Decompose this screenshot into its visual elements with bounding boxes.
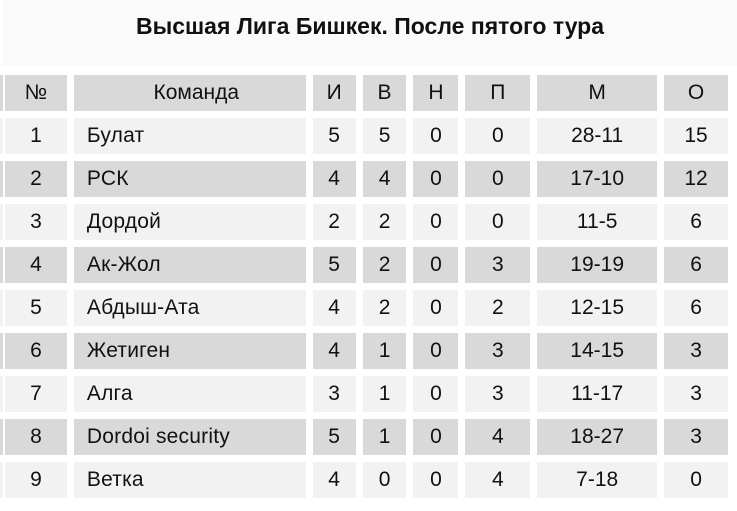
wins-cell: 2 <box>363 290 407 326</box>
team-cell: Булат <box>74 118 306 154</box>
points-cell: 6 <box>664 247 728 283</box>
rank-cell: 6 <box>5 333 67 369</box>
draws-cell: 0 <box>413 204 458 240</box>
goals-cell: 18-27 <box>537 419 657 455</box>
wins-cell: 4 <box>363 161 407 197</box>
points-cell: 6 <box>664 290 728 326</box>
team-cell: Dordoi security <box>74 419 306 455</box>
table-row <box>5 462 728 498</box>
wins-cell: 5 <box>363 118 407 154</box>
team-cell: Дордой <box>74 204 306 240</box>
goals-cell: 7-18 <box>537 462 657 498</box>
rank-cell: 3 <box>5 204 67 240</box>
played-cell: 2 <box>313 204 356 240</box>
table-row <box>5 204 728 240</box>
goals-cell: 28-11 <box>537 118 657 154</box>
losses-cell: 0 <box>465 161 530 197</box>
played-cell: 4 <box>313 333 356 369</box>
column-header-team: Команда <box>74 75 306 111</box>
rank-cell: 1 <box>5 118 67 154</box>
points-cell: 12 <box>664 161 728 197</box>
wins-cell: 1 <box>363 376 407 412</box>
played-cell: 5 <box>313 419 356 455</box>
table-row <box>5 290 728 326</box>
goals-cell: 19-19 <box>537 247 657 283</box>
losses-cell: 4 <box>465 462 530 498</box>
table-row <box>5 376 728 412</box>
points-cell: 0 <box>664 462 728 498</box>
wins-cell: 1 <box>363 333 407 369</box>
wins-cell: 2 <box>363 204 407 240</box>
points-cell: 3 <box>664 419 728 455</box>
team-cell: Жетиген <box>74 333 306 369</box>
page-title: Высшая Лига Бишкек. После пятого тура <box>135 12 605 39</box>
draws-cell: 0 <box>413 333 458 369</box>
draws-cell: 0 <box>413 118 458 154</box>
draws-cell: 0 <box>413 462 458 498</box>
wins-cell: 0 <box>363 462 407 498</box>
wins-cell: 1 <box>363 419 407 455</box>
played-cell: 4 <box>313 290 356 326</box>
losses-cell: 4 <box>465 419 530 455</box>
column-header-losses: П <box>465 75 530 111</box>
draws-cell: 0 <box>413 290 458 326</box>
draws-cell: 0 <box>413 419 458 455</box>
table-body <box>5 118 728 498</box>
played-cell: 5 <box>313 247 356 283</box>
table-header-row <box>5 75 728 111</box>
goals-cell: 11-5 <box>537 204 657 240</box>
played-cell: 3 <box>313 376 356 412</box>
column-header-played: И <box>313 75 356 111</box>
team-cell: Алга <box>74 376 306 412</box>
points-cell: 3 <box>664 376 728 412</box>
rank-cell: 7 <box>5 376 67 412</box>
column-header-draws: Н <box>413 75 458 111</box>
team-cell: Ветка <box>74 462 306 498</box>
table-row <box>5 419 728 455</box>
goals-cell: 11-17 <box>537 376 657 412</box>
draws-cell: 0 <box>413 247 458 283</box>
table-row <box>5 333 728 369</box>
rank-cell: 4 <box>5 247 67 283</box>
points-cell: 15 <box>664 118 728 154</box>
rank-cell: 5 <box>5 290 67 326</box>
column-header-wins: В <box>363 75 407 111</box>
table-row <box>5 161 728 197</box>
played-cell: 4 <box>313 161 356 197</box>
table-row <box>5 247 728 283</box>
losses-cell: 0 <box>465 118 530 154</box>
column-header-points: О <box>664 75 728 111</box>
rank-cell: 2 <box>5 161 67 197</box>
rank-cell: 9 <box>5 462 67 498</box>
goals-cell: 14-15 <box>537 333 657 369</box>
standings-table <box>0 68 735 505</box>
goals-cell: 12-15 <box>537 290 657 326</box>
column-header-goals: М <box>537 75 657 111</box>
rank-cell: 8 <box>5 419 67 455</box>
losses-cell: 0 <box>465 204 530 240</box>
goals-cell: 17-10 <box>537 161 657 197</box>
losses-cell: 3 <box>465 333 530 369</box>
column-header-rank: № <box>5 75 67 111</box>
points-cell: 3 <box>664 333 728 369</box>
losses-cell: 3 <box>465 376 530 412</box>
table-row <box>5 118 728 154</box>
draws-cell: 0 <box>413 161 458 197</box>
losses-cell: 2 <box>465 290 530 326</box>
team-cell: Ак-Жол <box>74 247 306 283</box>
team-cell: Абдыш-Ата <box>74 290 306 326</box>
team-cell: РСК <box>74 161 306 197</box>
wins-cell: 2 <box>363 247 407 283</box>
title-band <box>3 0 737 66</box>
played-cell: 4 <box>313 462 356 498</box>
losses-cell: 3 <box>465 247 530 283</box>
draws-cell: 0 <box>413 376 458 412</box>
points-cell: 6 <box>664 204 728 240</box>
played-cell: 5 <box>313 118 356 154</box>
